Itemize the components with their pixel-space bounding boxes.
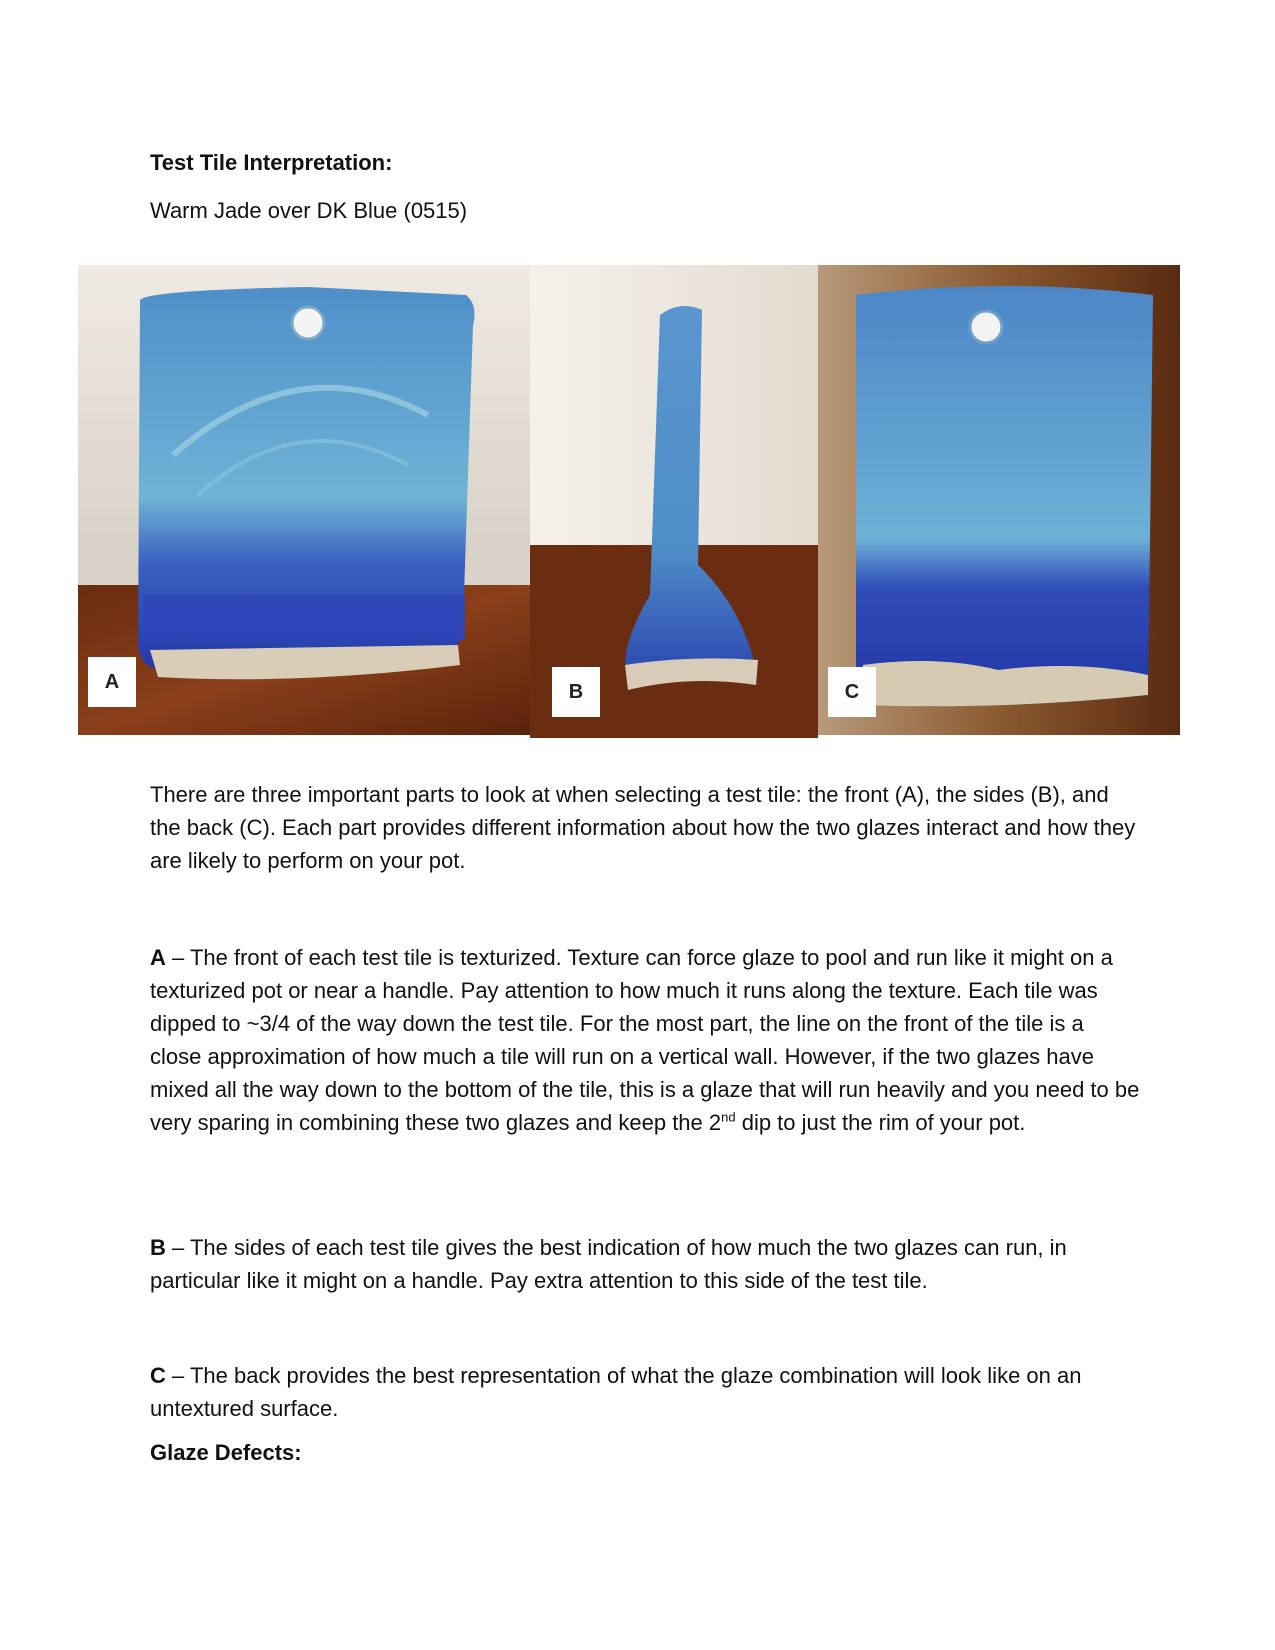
subtitle: Warm Jade over DK Blue (0515) [150,198,468,223]
photo-back-c [818,265,1180,735]
defects-heading: Glaze Defects: [150,1440,302,1465]
section-b-paragraph [150,1231,1140,1297]
page-title: Test Tile Interpretation: [150,150,393,175]
section-b-letter: B [150,1235,166,1260]
section-a-text: – The front of each test tile is texturized. Texture can force glaze to pool and run like it might on a texturized pot or near a handle. Pay attention to how much it runs along the texture. Each tile was dipped to ~3/4 of the way down the test tile. For the most part, the line on the front of the tile is a close approximation of how much a tile will run on a vertical wall. However, if the two glazes have mixed all the way down to the bottom of the tile, this is a glaze that will run heavily and you need to be very sparing in combining these two glazes and keep the 2 [150,945,1140,1135]
intro-paragraph: There are three important parts to look at when selecting a test tile: the front (A), the sides (B), and the back (C). Each part provides different information about how the two glazes interact and how they are likely to perform on your pot. [150,782,1136,873]
photo-label-c: C [828,667,876,717]
photo-label-b: B [552,667,600,717]
section-c-text: – The back provides the best representation of what the glaze combination will look like on an untextured surface. [150,1363,1082,1421]
section-a-paragraph [150,941,1140,1139]
section-a-superscript: nd [721,1109,736,1125]
section-c-letter: C [150,1363,166,1388]
photo-front-a [78,265,530,735]
section-a-letter: A [150,945,166,970]
section-c-paragraph [150,1359,1140,1425]
photo-side-b [530,265,818,738]
section-b-text: – The sides of each test tile gives the best indication of how much the two glazes can run, in particular like it might on a handle. Pay extra attention to this side of the test tile. [150,1235,1067,1293]
section-a-text-end: dip to just the rim of your pot. [735,1110,1026,1135]
photo-label-a: A [88,657,136,707]
